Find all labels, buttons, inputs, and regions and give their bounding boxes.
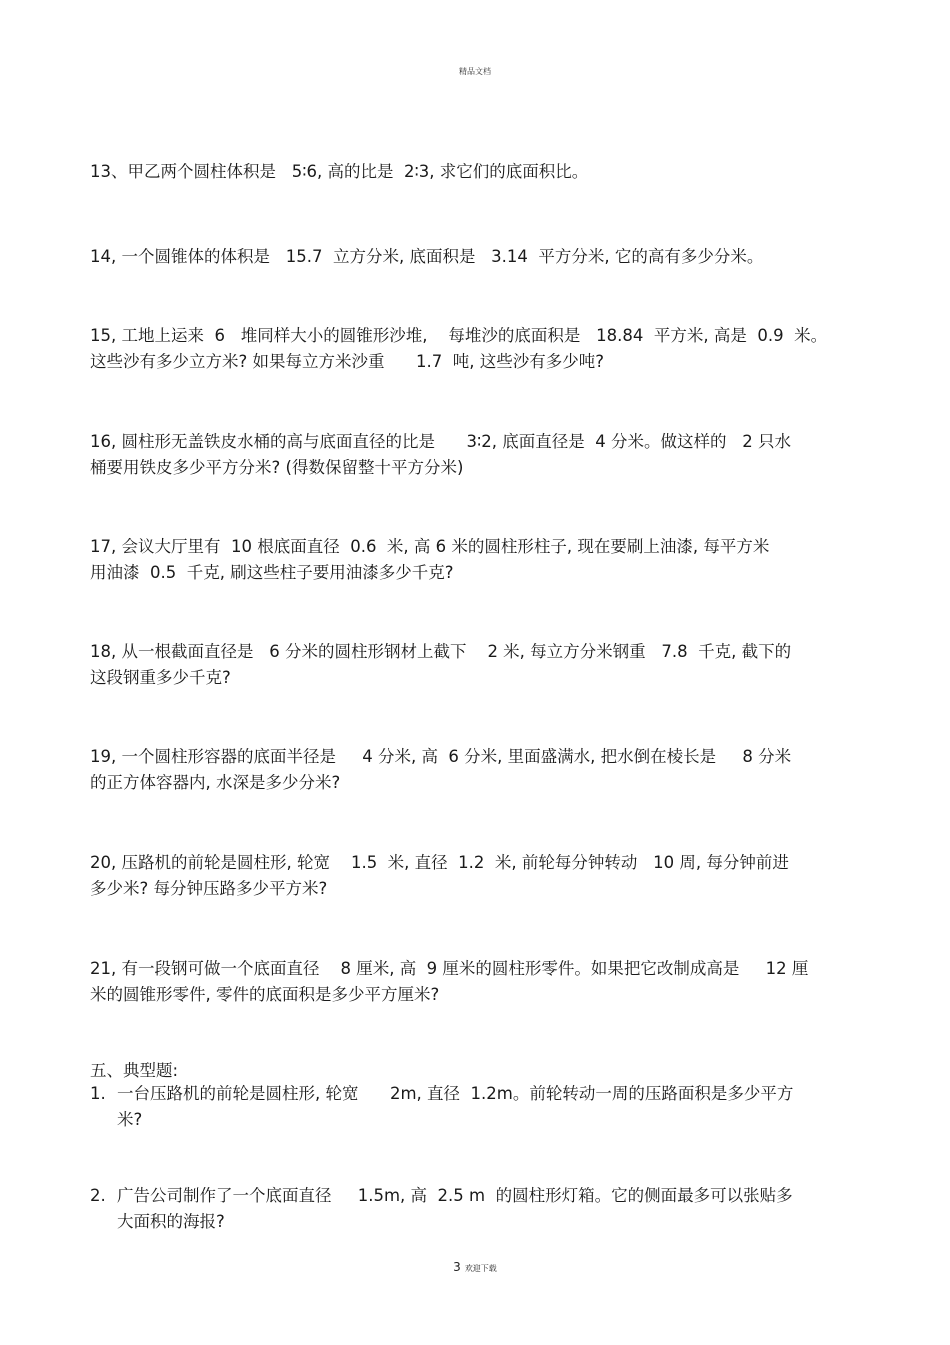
typical-problem-2 — [90, 1183, 850, 1235]
page-header: 精品文档 — [459, 67, 491, 76]
item-number: 1. — [90, 1084, 106, 1103]
footer-text: 欢迎下载 — [464, 1264, 497, 1273]
problem-15: 15, 工地上运来 6 堆同样大小的圆锥形沙堆, 每堆沙的底面积是 18.84 平方米, 高是 0.9 米。 这些沙有多少立方米? 如果每立方米沙重 1.7 吨, 这些沙有多少吨? — [90, 326, 828, 371]
problem-14: 14, 一个圆锥体的体积是 15.7 立方分米, 底面积是 3.14 平方分米, 它的高有多少分米。 — [90, 247, 764, 266]
typical-problem-1 — [90, 1081, 850, 1133]
problem-19: 19, 一个圆柱形容器的底面半径是 4 分米, 高 6 分米, 里面盛满水, 把水倒在棱长是 8 分米 的正方体容器内, 水深是多少分米? — [90, 747, 792, 792]
page-footer — [0, 1260, 950, 1274]
problem-17: 17, 会议大厅里有 10 根底面直径 0.6 米, 高 6 米的圆柱形柱子, 现在要刷上油漆, 每平方米 用油漆 0.5 千克, 刷这些柱子要用油漆多少千克? — [90, 537, 770, 582]
section-title: 五、典型题: — [90, 1061, 179, 1080]
item-text: 一台压路机的前轮是圆柱形, 轮宽 2m, 直径 1.2m。前轮转动一周的压路面积是多少平方 米? — [117, 1084, 794, 1129]
problem-18: 18, 从一根截面直径是 6 分米的圆柱形钢材上截下 2 米, 每立方分米钢重 7.8 千克, 截下的 这段钢重多少千克? — [90, 642, 792, 687]
problem-16: 16, 圆柱形无盖铁皮水桶的高与底面直径的比是 3∶2, 底面直径是 4 分米。做这样的 2 只水 桶要用铁皮多少平方分米? (得数保留整十平方分米) — [90, 432, 791, 477]
page-number: 3 — [453, 1260, 461, 1274]
problem-20: 20, 压路机的前轮是圆柱形, 轮宽 1.5 米, 直径 1.2 米, 前轮每分钟转动 10 周, 每分钟前进 多少米? 每分钟压路多少平方米? — [90, 853, 789, 898]
problem-13: 13、甲乙两个圆柱体积是 5∶6, 高的比是 2∶3, 求它们的底面积比。 — [90, 162, 589, 181]
problem-21: 21, 有一段钢可做一个底面直径 8 厘米, 高 9 厘米的圆柱形零件。如果把它改制成高是 12 厘 米的圆锥形零件, 零件的底面积是多少平方厘米? — [90, 959, 809, 1004]
item-number: 2. — [90, 1186, 106, 1205]
item-text: 广告公司制作了一个底面直径 1.5m, 高 2.5 m 的圆柱形灯箱。它的侧面最多可以张贴多 大面积的海报? — [117, 1186, 793, 1231]
